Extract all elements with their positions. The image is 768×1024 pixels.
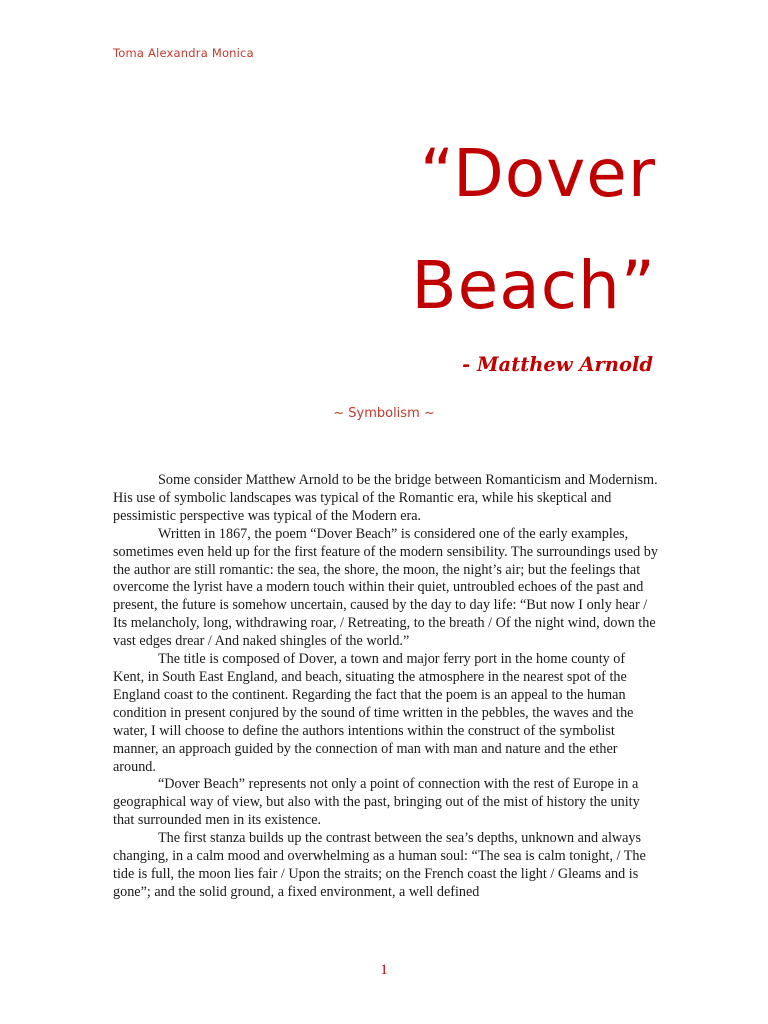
title-line-2: Beach” xyxy=(411,247,656,324)
body-text xyxy=(113,472,658,902)
paragraph: The first stanza builds up the contrast between the sea’s depths, unknown and always changing, in a calm mood and overwhelming as a human soul: “The sea is calm tonight, / The tide is full, the moon lies fair / Upon the straits; on the French coast the light / Gleams and is gone”; and the solid ground, a fixed environment, a well defined xyxy=(113,830,646,900)
paragraph: Some consider Matthew Arnold to be the bridge between Romanticism and Modernism. His use of symbolic landscapes was typical of the Romantic era, while his skeptical and pessimistic perspective was typical of the Modern era. xyxy=(113,472,658,524)
page-title xyxy=(411,118,656,342)
paragraph: “Dover Beach” represents not only a point of connection with the rest of Europe in a geographical way of view, but also with the past, bringing out of the mist of history the unity that surrounded men in its existence. xyxy=(113,776,640,829)
page-number: 1 xyxy=(380,962,388,978)
author-byline: - Matthew Arnold xyxy=(462,353,653,376)
author-header: Toma Alexandra Monica xyxy=(113,46,254,60)
title-line-1: “Dover xyxy=(419,135,656,212)
paragraph: Written in 1867, the poem “Dover Beach” is considered one of the early examples, sometimes even held up for the first feature of the modern sensibility. The surroundings used by the author are still romantic: the sea, the shore, the moon, the night’s air; but the feelings that overcome the lyrist have a modern touch within their quiet, untroubled echoes of the past and present, the future is somehow uncertain, caused by the day to day life: “But now I only hear / Its melancholy, long, withdrawing roar, / Retreating, to the breath / Of the night wind, down the vast edges drear / And naked shingles of the world.” xyxy=(113,525,658,650)
section-label: ~ Symbolism ~ xyxy=(333,406,435,421)
paragraph: The title is composed of Dover, a town and major ferry port in the home county of Kent, in South East England, and beach, situating the atmosphere in the nearest spot of the England coast to the continent. Regarding the fact that the poem is an appeal to the human condition in present conjured by the sound of time written in the pebbles, the waves and the water, I will choose to define the authors intentions within the construct of the symbolist manner, an approach guided by the connection of man with man and nature and the ether around. xyxy=(113,651,634,775)
